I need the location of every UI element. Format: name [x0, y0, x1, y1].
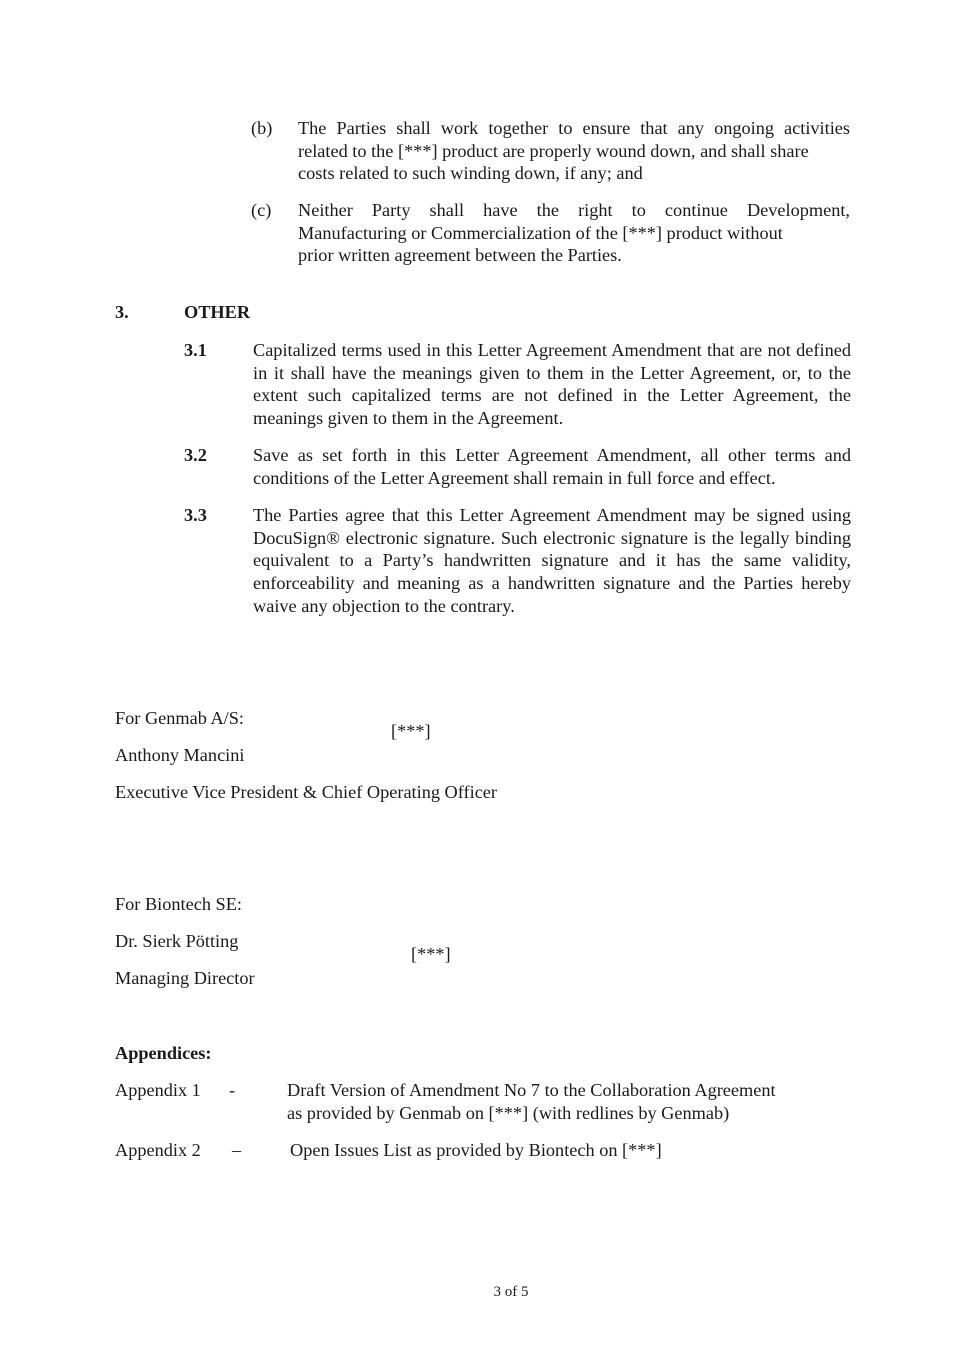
text-line: Manufacturing or Commercialization of the [***] product without [298, 222, 783, 243]
list-item-text [298, 199, 850, 267]
text-line: as provided by Genmab on [***] (with redlines by Genmab) [287, 1102, 730, 1123]
page-number: 3 of 5 [493, 1284, 529, 1300]
clause-text: The Parties agree that this Letter Agreement Amendment may be signed using DocuSign® electronic signature. Such electronic signature is the legally binding equivalent to a Party’s handwritten signature and it has the same validity, enforceability and meaning as a handwritten signature and the Parties hereby waive any objection to the contrary. [253, 505, 851, 616]
appendix-label: Appendix 2 [115, 1140, 201, 1160]
clause-number: 3.3 [184, 505, 207, 525]
signature-placeholder: [***] [411, 944, 451, 964]
list-item-label: (c) [251, 200, 272, 220]
appendix-description [290, 1139, 850, 1162]
section-number: 3. [115, 302, 129, 322]
clause-text: Save as set forth in this Letter Agreement Amendment, all other terms and conditions of the Letter Agreement shall remain in full force and effect. [253, 445, 851, 488]
text-line: prior written agreement between the Parties. [298, 245, 622, 266]
appendix-description [287, 1079, 847, 1124]
text-line: Neither Party shall have the right to continue Development, [298, 200, 850, 220]
signatory-name: Dr. Sierk Pötting [115, 931, 239, 951]
section-title: OTHER [184, 302, 251, 322]
text-line: Open Issues List as provided by Biontech on [***] [290, 1140, 662, 1160]
clause-text: Capitalized terms used in this Letter Agreement Amendment that are not defined in it shall have the meanings given to them in the Letter Agreement, or, to the extent such capitalized terms are not defined in the Letter Agreement, the meanings given to them in the Agreement. [253, 340, 851, 429]
appendices-heading: Appendices: [115, 1043, 212, 1063]
signatory-company: For Genmab A/S: [115, 708, 244, 728]
text-line: Draft Version of Amendment No 7 to the Collaboration Agreement [287, 1080, 776, 1100]
signatory-company: For Biontech SE: [115, 894, 242, 914]
signature-placeholder: [***] [391, 721, 431, 741]
list-item-text [298, 117, 850, 185]
clause-number: 3.2 [184, 445, 207, 465]
appendix-separator: – [232, 1140, 242, 1160]
clause-number: 3.1 [184, 340, 207, 360]
text-line: related to the [***] product are properly wound down, and shall share [298, 140, 809, 161]
signatory-title: Managing Director [115, 968, 255, 988]
signatory-title: Executive Vice President & Chief Operating Officer [115, 782, 498, 802]
list-item-label: (b) [251, 118, 273, 138]
text-line: The Parties shall work together to ensure that any ongoing activities [298, 118, 850, 138]
text-line: costs related to such winding down, if any; and [298, 163, 643, 184]
appendix-separator: - [229, 1080, 236, 1100]
signatory-name: Anthony Mancini [115, 745, 245, 765]
appendix-label: Appendix 1 [115, 1080, 201, 1100]
